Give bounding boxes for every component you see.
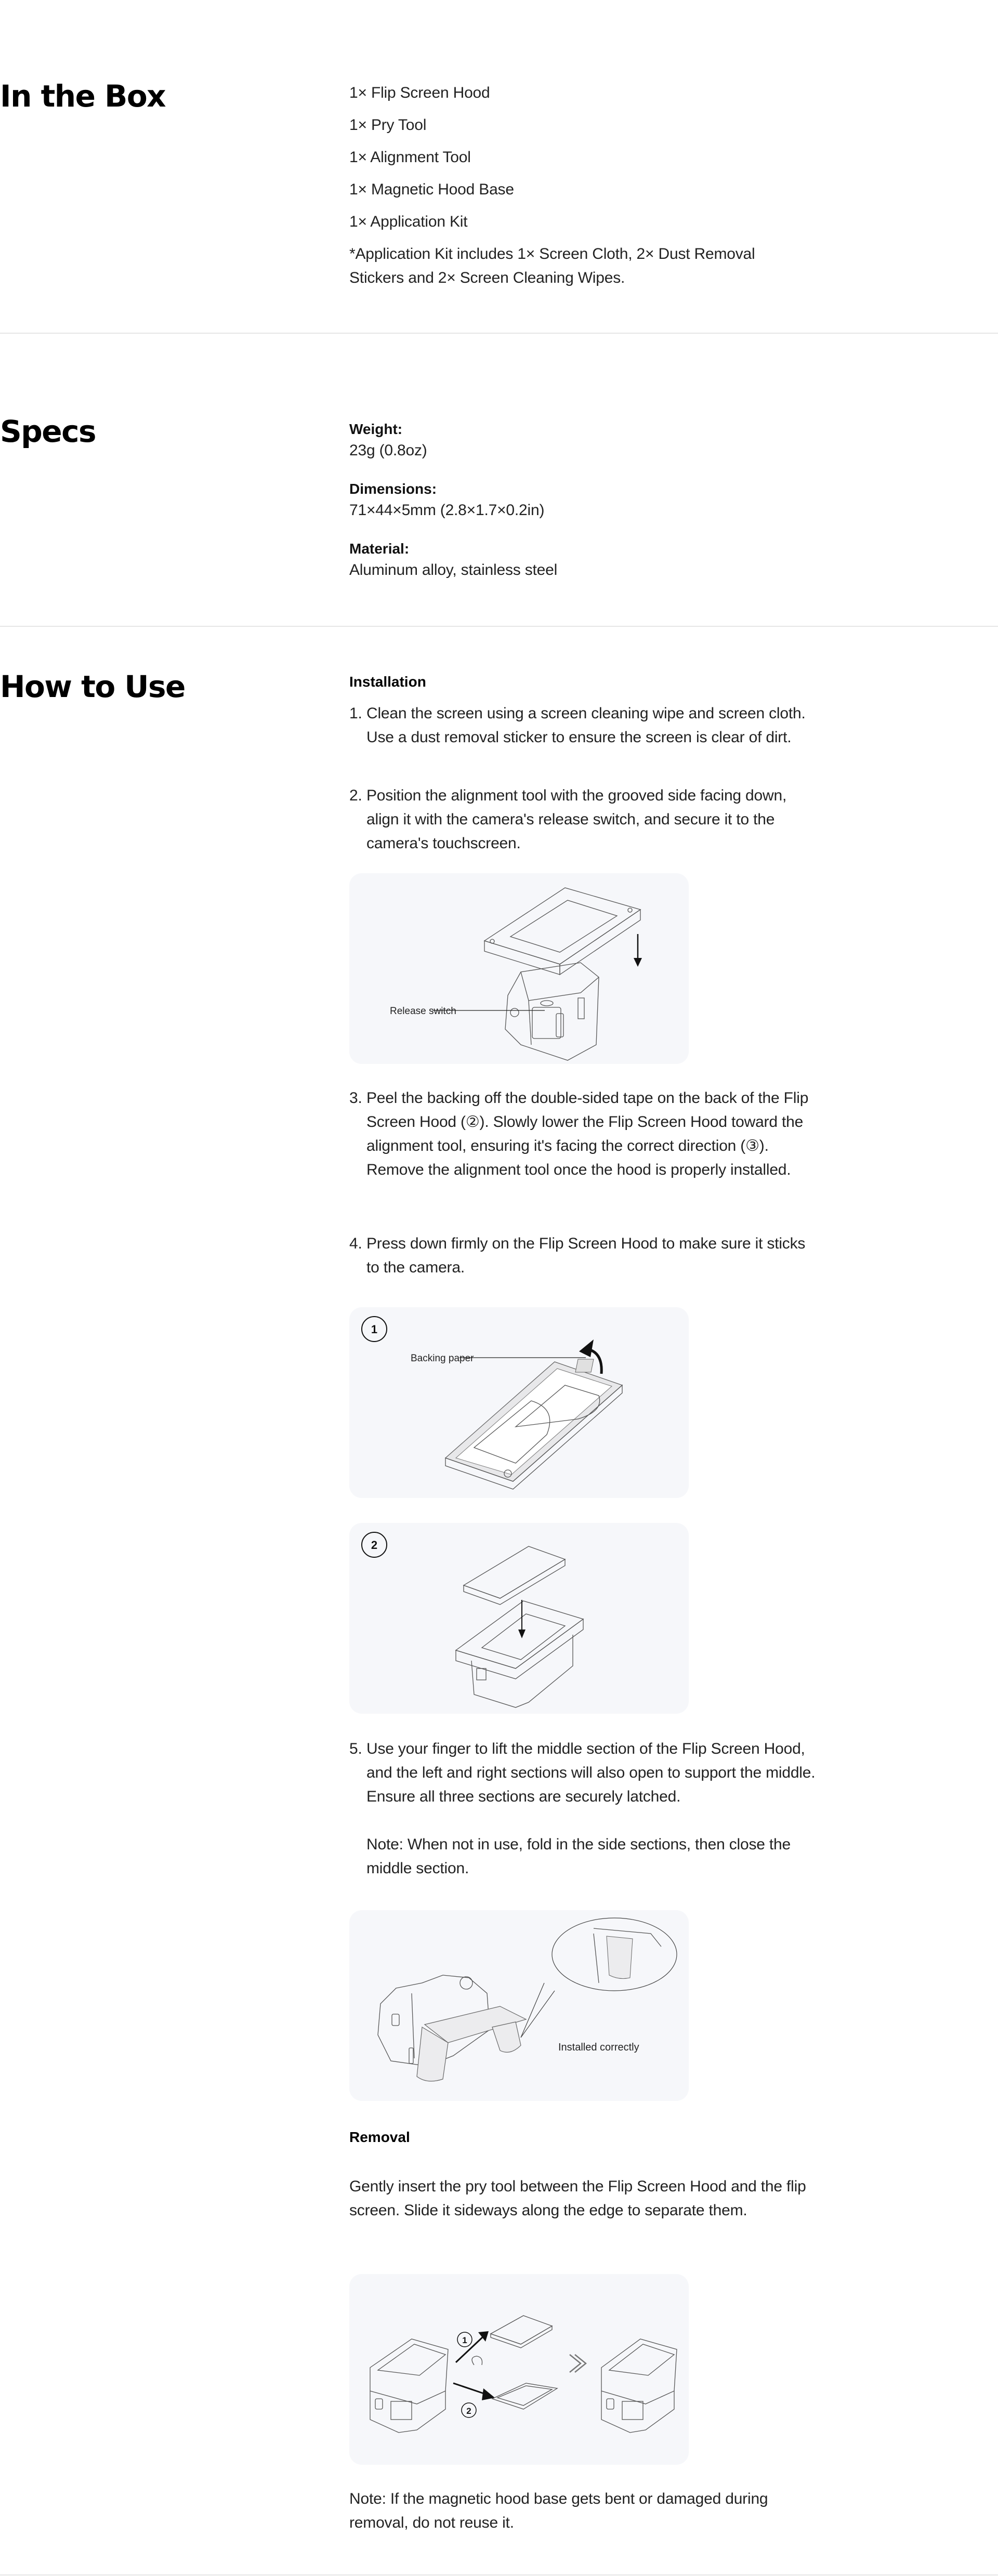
spec-row-weight — [349, 420, 427, 463]
alignment-tool-drawing — [456, 1601, 583, 1707]
figure-alignment-tool — [349, 873, 689, 1064]
specs-heading: Specs — [0, 414, 96, 449]
backing-paper-illustration — [349, 1307, 689, 1498]
step-number: 4. — [349, 1235, 362, 1252]
flip-screen-hood-drawing — [445, 1362, 622, 1489]
spec-value: 23g (0.8oz) — [349, 442, 427, 459]
hood-removed-drawing — [491, 2316, 552, 2348]
installation-heading: Installation — [349, 674, 426, 690]
step-number: 3. — [349, 1089, 362, 1107]
section-divider — [0, 626, 998, 627]
step-number-1-icon — [362, 1317, 387, 1342]
installed-correctly-illustration — [349, 1910, 689, 2101]
step-number: 2. — [349, 787, 362, 804]
camera-with-hood-drawing — [378, 1975, 526, 2081]
spec-value: 71×44×5mm (2.8×1.7×0.2in) — [349, 502, 545, 519]
hood-base-removed-drawing — [492, 2383, 557, 2409]
step-number-2-icon — [362, 1532, 387, 1557]
removal-heading: Removal — [349, 2129, 410, 2145]
removal-note: Note: If the magnetic hood base gets bent or damaged during removal, do not reuse it. — [349, 2490, 768, 2531]
spec-label: Weight: — [349, 421, 403, 437]
svg-text:1: 1 — [371, 1323, 378, 1336]
section-divider — [0, 333, 998, 334]
box-item: 1× Alignment Tool — [349, 149, 471, 166]
step-text: Peel the backing off the double-sided tape on the back of the Flip Screen Hood (②). Slowly lower the Flip Screen Hood toward the alignment tool, ensuring it's facing the correct direction (③). Remove the alignment tool once the hood is properly installed. — [366, 1089, 809, 1178]
step-text: Press down firmly on the Flip Screen Hood to make sure it sticks to the camera. — [366, 1235, 806, 1276]
spec-row-material — [349, 540, 557, 582]
step-text: Position the alignment tool with the grooved side facing down, align it with the camera's release switch, and secure it to the camera's touchscreen. — [366, 787, 787, 852]
svg-text:2: 2 — [371, 1539, 378, 1552]
box-item: 1× Flip Screen Hood — [349, 84, 490, 101]
spec-label: Dimensions: — [349, 481, 437, 497]
step-text: Use your finger to lift the middle section of the Flip Screen Hood, and the left and right sections will also open to support the middle. Ensure all three sections are securely latched. — [366, 1740, 816, 1805]
step-number-2-icon — [462, 2403, 476, 2417]
installed-correctly-label: Installed correctly — [558, 2042, 639, 2053]
alignment-tool-illustration — [349, 873, 689, 1064]
down-arrow-icon — [634, 934, 642, 967]
step-number: 1. — [349, 705, 362, 722]
flip-screen-hood-drawing — [464, 1546, 565, 1605]
step-number: 5. — [349, 1740, 362, 1757]
alignment-tool-drawing — [484, 888, 640, 975]
lower-hood-illustration — [349, 1523, 689, 1714]
svg-text:2: 2 — [466, 2406, 471, 2416]
box-item: 1× Application Kit — [349, 213, 468, 230]
removal-text: Gently insert the pry tool between the Flip Screen Hood and the flip screen. Slide it sideways along the edge to separate them. — [349, 2178, 806, 2219]
removal-illustration — [349, 2274, 689, 2465]
double-chevron-icon — [570, 2355, 586, 2372]
step-5-note: Note: When not in use, fold in the side sections, then close the middle section. — [366, 1836, 791, 1877]
in-the-box-heading: In the Box — [0, 78, 166, 114]
removal-arrow-1-icon — [456, 2331, 489, 2362]
in-the-box-list — [349, 81, 828, 299]
svg-text:1: 1 — [462, 2335, 467, 2345]
zoom-callout-drawing — [521, 1918, 677, 2038]
camera-right-drawing — [601, 2339, 677, 2433]
backing-paper-label: Backing paper — [411, 1353, 474, 1364]
spec-value: Aluminum alloy, stainless steel — [349, 561, 558, 579]
box-footnote: *Application Kit includes 1× Screen Cloth, 2× Dust Removal Stickers and 2× Screen Cleaning Wipes. — [349, 245, 755, 286]
box-item: 1× Pry Tool — [349, 116, 427, 134]
figure-backing-paper — [349, 1307, 689, 1498]
section-divider — [0, 2574, 998, 2575]
spec-row-dimensions — [349, 480, 544, 522]
step-text: Clean the screen using a screen cleaning wipe and screen cloth. Use a dust removal sticker to ensure the screen is clear of dirt. — [366, 705, 806, 746]
backing-paper-tab — [575, 1359, 594, 1372]
removal-arrow-2-icon — [453, 2383, 495, 2400]
spec-label: Material: — [349, 541, 410, 557]
figure-removal — [349, 2274, 689, 2465]
box-item: 1× Magnetic Hood Base — [349, 181, 514, 198]
step-number-1-icon — [457, 2332, 472, 2347]
release-switch-label: Release switch — [390, 1006, 456, 1017]
camera-left-drawing — [370, 2339, 448, 2433]
camera-drawing — [505, 963, 599, 1060]
figure-lower-hood — [349, 1523, 689, 1714]
how-to-use-heading: How to Use — [0, 669, 185, 704]
figure-installed-correctly — [349, 1910, 689, 2101]
magnet-icon — [472, 2356, 482, 2365]
